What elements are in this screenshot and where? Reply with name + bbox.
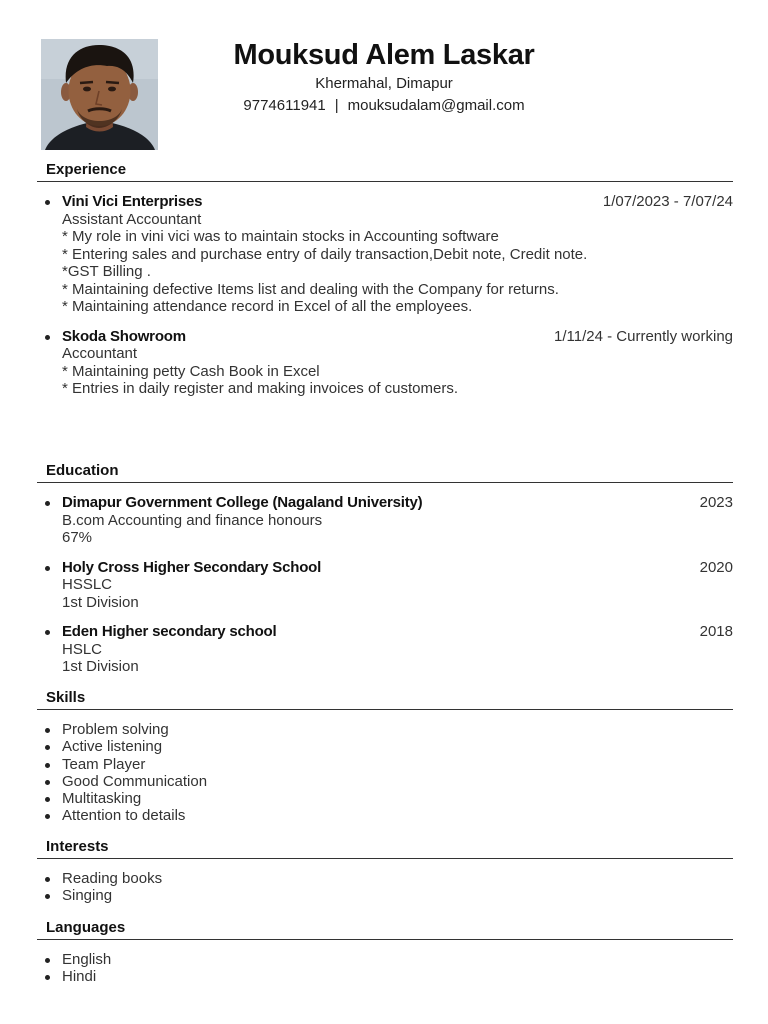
graduation-year: 2018 bbox=[699, 623, 733, 640]
language-label: English bbox=[62, 951, 112, 968]
job-title: Accountant bbox=[62, 345, 138, 362]
skill-item bbox=[37, 790, 733, 807]
skill-item bbox=[37, 721, 733, 738]
job-duty: * Maintaining petty Cash Book in Excel bbox=[62, 362, 320, 380]
interest-label: Singing bbox=[62, 887, 113, 905]
skill-item bbox=[37, 807, 733, 824]
experience-section bbox=[37, 160, 733, 398]
bullet-icon bbox=[45, 200, 50, 205]
language-label: Hindi bbox=[62, 968, 97, 986]
email-address: mouksudalam@gmail.com bbox=[347, 97, 525, 114]
bullet-icon bbox=[45, 763, 50, 768]
education-entry bbox=[37, 494, 733, 547]
education-entry bbox=[37, 559, 733, 612]
grade: 67% bbox=[62, 529, 93, 546]
education-section bbox=[37, 461, 733, 676]
skills-section bbox=[37, 688, 733, 825]
job-duty: * Entering sales and purchase entry of daily transaction,Debit note, Credit note. bbox=[62, 245, 588, 263]
employment-dates: 1/11/24 - Currently working bbox=[554, 327, 733, 345]
employment-dates: 1/07/2023 - 7/07/24 bbox=[602, 193, 733, 210]
bullet-icon bbox=[45, 566, 50, 571]
job-duty: *GST Billing . bbox=[62, 263, 151, 280]
interest-label: Reading books bbox=[62, 870, 163, 887]
bullet-icon bbox=[45, 501, 50, 506]
section-title-interests: Interests bbox=[37, 837, 733, 859]
skill-label: Multitasking bbox=[62, 790, 142, 808]
candidate-address: Khermahal, Dimapur bbox=[315, 75, 453, 92]
language-item bbox=[37, 951, 733, 968]
skill-item bbox=[37, 756, 733, 773]
grade: 1st Division bbox=[62, 593, 139, 611]
job-duty: * Maintaining defective Items list and dealing with the Company for returns. bbox=[62, 280, 559, 298]
languages-section bbox=[37, 918, 733, 986]
bullet-icon bbox=[45, 958, 50, 963]
skill-label: Team Player bbox=[62, 755, 146, 773]
interest-item bbox=[37, 887, 733, 904]
bullet-icon bbox=[45, 877, 50, 882]
contact-separator: | bbox=[334, 97, 339, 114]
skill-label: Active listening bbox=[62, 738, 163, 756]
degree: HSSLC bbox=[62, 576, 113, 593]
job-title: Assistant Accountant bbox=[62, 210, 202, 228]
bullet-icon bbox=[45, 894, 50, 899]
bullet-icon bbox=[45, 630, 50, 635]
graduation-year: 2023 bbox=[699, 494, 733, 511]
experience-entry bbox=[37, 193, 733, 316]
bullet-icon bbox=[45, 814, 50, 819]
candidate-name: Mouksud Alem Laskar bbox=[233, 39, 535, 71]
grade: 1st Division bbox=[62, 658, 139, 675]
bullet-icon bbox=[45, 728, 50, 733]
school-name: Dimapur Government College (Nagaland University) bbox=[62, 494, 423, 511]
skill-label: Attention to details bbox=[62, 807, 186, 825]
degree: HSLC bbox=[62, 640, 103, 658]
skill-item bbox=[37, 773, 733, 790]
resume-header bbox=[0, 36, 768, 115]
company-name: Skoda Showroom bbox=[62, 327, 186, 345]
school-name: Holy Cross Higher Secondary School bbox=[62, 558, 322, 576]
degree: B.com Accounting and finance honours bbox=[62, 511, 323, 529]
bullet-icon bbox=[45, 780, 50, 785]
contact-line bbox=[0, 96, 768, 115]
bullet-icon bbox=[45, 797, 50, 802]
language-item bbox=[37, 968, 733, 985]
section-title-education: Education bbox=[37, 461, 733, 483]
bullet-icon bbox=[45, 335, 50, 340]
school-name: Eden Higher secondary school bbox=[62, 623, 277, 640]
job-duty: * Entries in daily register and making invoices of customers. bbox=[62, 380, 459, 397]
skill-label: Problem solving bbox=[62, 721, 169, 738]
skill-item bbox=[37, 738, 733, 755]
skill-label: Good Communication bbox=[62, 772, 208, 790]
interests-section bbox=[37, 837, 733, 905]
job-duty: * Maintaining attendance record in Excel of all the employees. bbox=[62, 298, 473, 315]
graduation-year: 2020 bbox=[699, 558, 733, 576]
phone-number: 9774611941 bbox=[243, 97, 326, 114]
section-title-languages: Languages bbox=[37, 918, 733, 940]
section-title-skills: Skills bbox=[37, 688, 733, 710]
education-entry bbox=[37, 623, 733, 676]
interest-item bbox=[37, 870, 733, 887]
bullet-icon bbox=[45, 745, 50, 750]
section-title-experience: Experience bbox=[37, 160, 733, 182]
job-duty: * My role in vini vici was to maintain stocks in Accounting software bbox=[62, 228, 499, 245]
company-name: Vini Vici Enterprises bbox=[62, 193, 203, 210]
experience-entry bbox=[37, 328, 733, 398]
bullet-icon bbox=[45, 975, 50, 980]
